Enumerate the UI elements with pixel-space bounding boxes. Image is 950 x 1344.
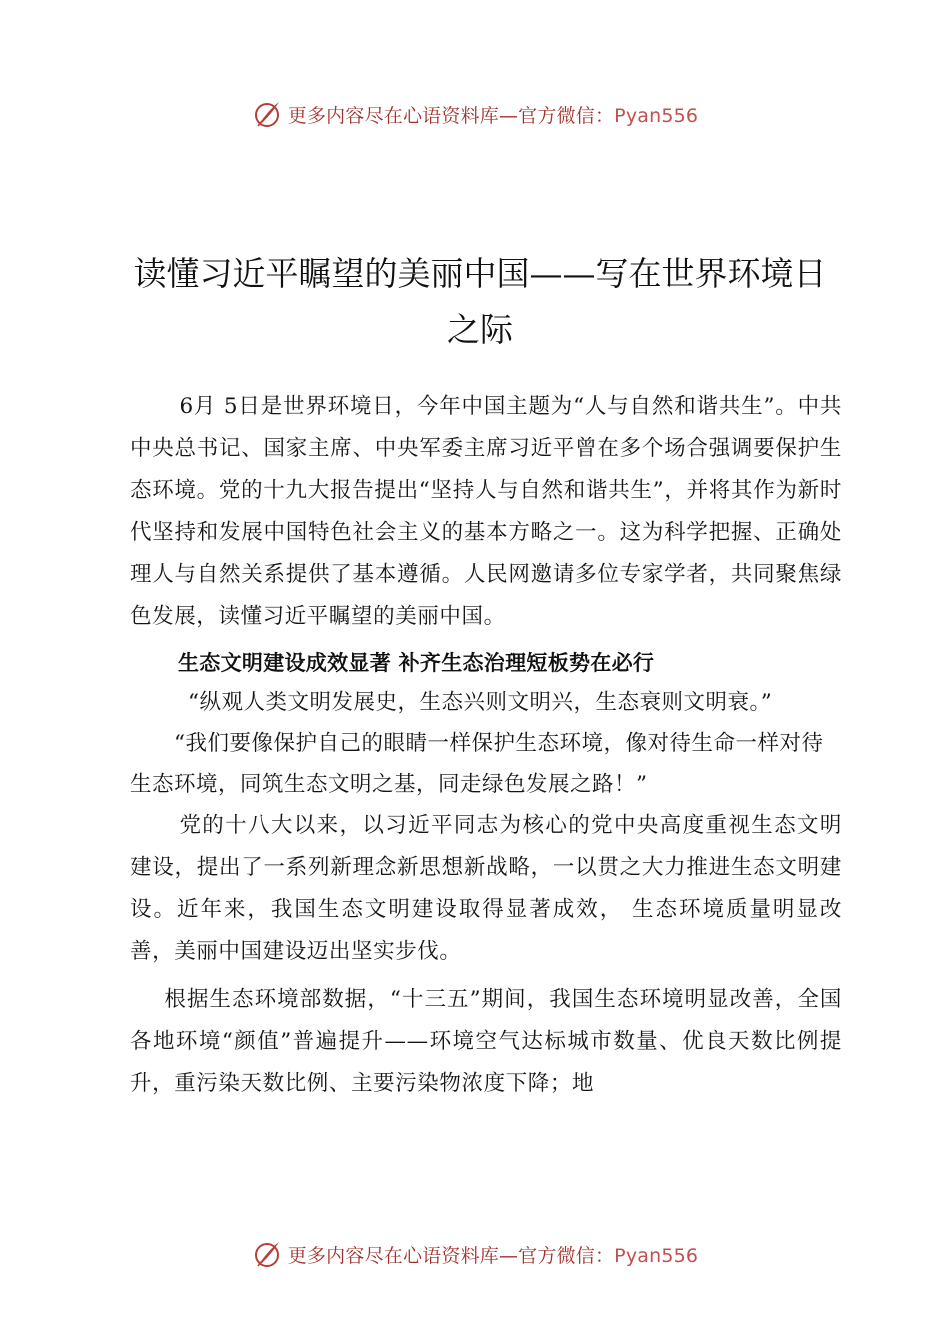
quill-logo-icon — [252, 1239, 282, 1269]
footer-banner — [0, 1234, 950, 1274]
body-paragraph: 根据生态环境部数据，“十三五”期间，我国生态环境明显改善，全国各地环境“颜值”普遍提升——环境空气达标城市数量、优良天数比例提升，重污染天数比例、主要污染物浓度下降；地 — [130, 987, 842, 1096]
page-title: 读懂习近平瞩望的美丽中国——写在世界环境日之际 — [133, 254, 827, 350]
wechat-id: Pyan556 — [614, 1244, 699, 1267]
intro-paragraph: 6月 5日是世界环境日，今年中国主题为“人与自然和谐共生”。中共中央总书记、国家主席、中央军委主席习近平曾在多个场合强调要保护生态环境。党的十九大报告提出“坚持人与自然和谐共生”，并将其作为新时代坚持和发展中国特色社会主义的基本方略之一。这为科学把握、正确处理人与自然关系提供了基本遵循。人民网邀请多位专家学者，共同聚焦绿色发展，读懂习近平瞩望的美丽中国。 — [130, 394, 842, 629]
header-banner — [0, 94, 950, 134]
quote-paragraph: “我们要像保护自己的眼睛一样保护生态环境，像对待生命一样对待生态环境，同筑生态文明之基，同走绿色发展之路！” — [130, 731, 824, 797]
wechat-id: Pyan556 — [614, 104, 699, 127]
banner-text: 更多内容尽在心语资料库—官方微信：Pyan556 — [287, 1244, 699, 1267]
article-body — [130, 386, 842, 1105]
body-paragraph: 党的十八大以来，以习近平同志为核心的党中央高度重视生态文明建设，提出了一系列新理念新思想新战略，一以贯之大力推进生态文明建设。近年来，我国生态文明建设取得显著成效， 生态环境质量明显改善，美丽中国建设迈出坚实步伐。 — [130, 813, 842, 964]
section-heading: 生态文明建设成效显著 补齐生态治理短板势在必行 — [178, 651, 655, 675]
quote-paragraph: “纵观人类文明发展史，生态兴则文明兴，生态衰则文明衰。” — [188, 690, 773, 715]
banner-text: 更多内容尽在心语资料库—官方微信：Pyan556 — [287, 104, 699, 127]
quill-logo-icon — [252, 99, 282, 129]
